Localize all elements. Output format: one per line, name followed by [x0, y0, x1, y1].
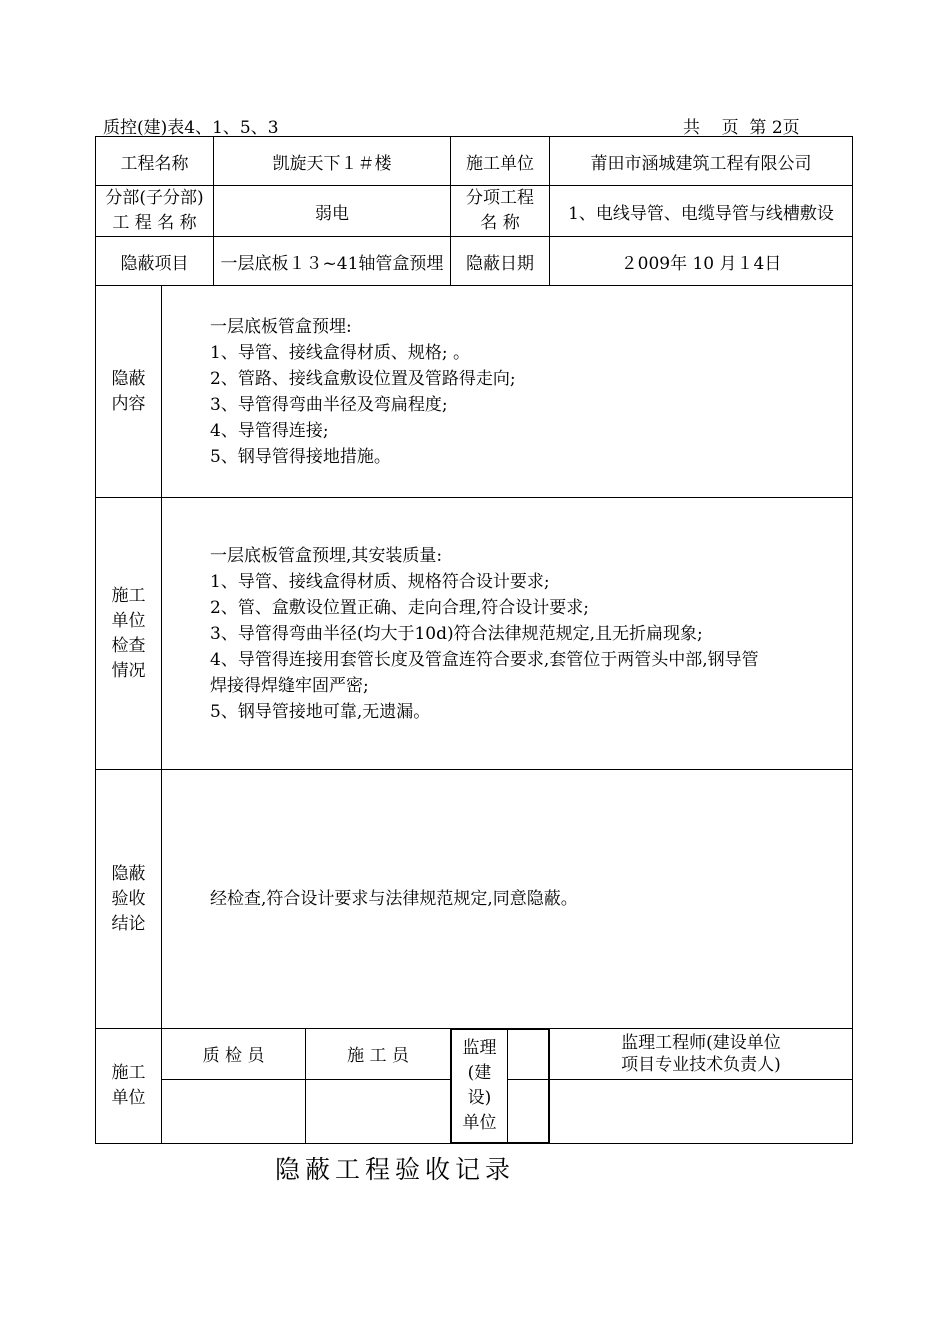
inspection-label: 施工 单位 检查 情况: [96, 498, 162, 770]
subdivision-row: [96, 186, 853, 237]
inspection-text: 一层底板管盒预埋,其安装质量: 1、导管、接线盒得材质、规格符合设计要求; 2、管、盒敷设位置正确、走向合理,符合设计要求; 3、导管得弯曲半径(均大于10d)符合法律规范规定,且无折扁现象; 4、导管得连接用套管长度及管盒连符合要求,套管位于两管头中部,钢导管 焊接得焊缝牢固严密; 5、钢导管接地可靠,无遗漏。: [162, 498, 853, 770]
worker-label: 施 工 员: [306, 1029, 451, 1080]
sub-item-label: 分项工程 名 称: [451, 186, 550, 237]
supervision-label: 监理 (建 设) 单位: [452, 1030, 508, 1143]
inspection-row: [96, 498, 853, 770]
contractor-value: 莆田市涵城建筑工程有限公司: [550, 137, 853, 186]
engineer-signature-cell: [550, 1079, 853, 1143]
contractor-label: 施工单位: [451, 137, 550, 186]
content-text: 一层底板管盒预埋: 1、导管、接线盒得材质、规格; 。 2、管路、接线盒敷设位置及管路得走向; 3、导管得弯曲半径及弯扁程度; 4、导管得连接; 5、钢导管得接地措施。: [162, 286, 853, 498]
inspector-label: 质 检 员: [162, 1029, 306, 1080]
worker-signature-cell: [306, 1079, 451, 1143]
signature-unit-label: 施工 单位: [96, 1029, 162, 1144]
signature-row-top: [96, 1029, 853, 1080]
subdivision-label: 分部(子分部) 工 程 名 称: [96, 186, 214, 237]
project-row: [96, 137, 853, 186]
acceptance-record-table: [95, 136, 853, 1144]
content-row: [96, 286, 853, 498]
sub-item-value: 1、电线导管、电缆导管与线槽敷设: [550, 186, 853, 237]
page-info: 共 页 第 2页: [683, 118, 800, 138]
project-name-label: 工程名称: [96, 137, 214, 186]
conclusion-text: 经检查,符合设计要求与法律规范规定,同意隐蔽。: [162, 770, 853, 1029]
concealed-item-label: 隐蔽项目: [96, 237, 214, 286]
content-label: 隐蔽 内容: [96, 286, 162, 498]
conclusion-label: 隐蔽 验收 结论: [96, 770, 162, 1029]
project-name-value: 凯旋天下１＃楼: [214, 137, 451, 186]
conclusion-row: [96, 770, 853, 1029]
concealed-item-row: [96, 237, 853, 286]
concealed-date-label: 隐蔽日期: [451, 237, 550, 286]
document-title: 隐蔽工程验收记录: [274, 1155, 515, 1184]
inspector-signature-cell: [162, 1079, 306, 1143]
form-code: 质控(建)表4、1、5、3: [103, 118, 279, 138]
subdivision-value: 弱电: [214, 186, 451, 237]
engineer-label: 监理工程师(建设单位 项目专业技术负责人): [550, 1029, 853, 1080]
concealed-item-value: 一层底板１３~41轴管盒预埋: [214, 237, 451, 286]
concealed-date-value: ２009年 10 月１4日: [550, 237, 853, 286]
